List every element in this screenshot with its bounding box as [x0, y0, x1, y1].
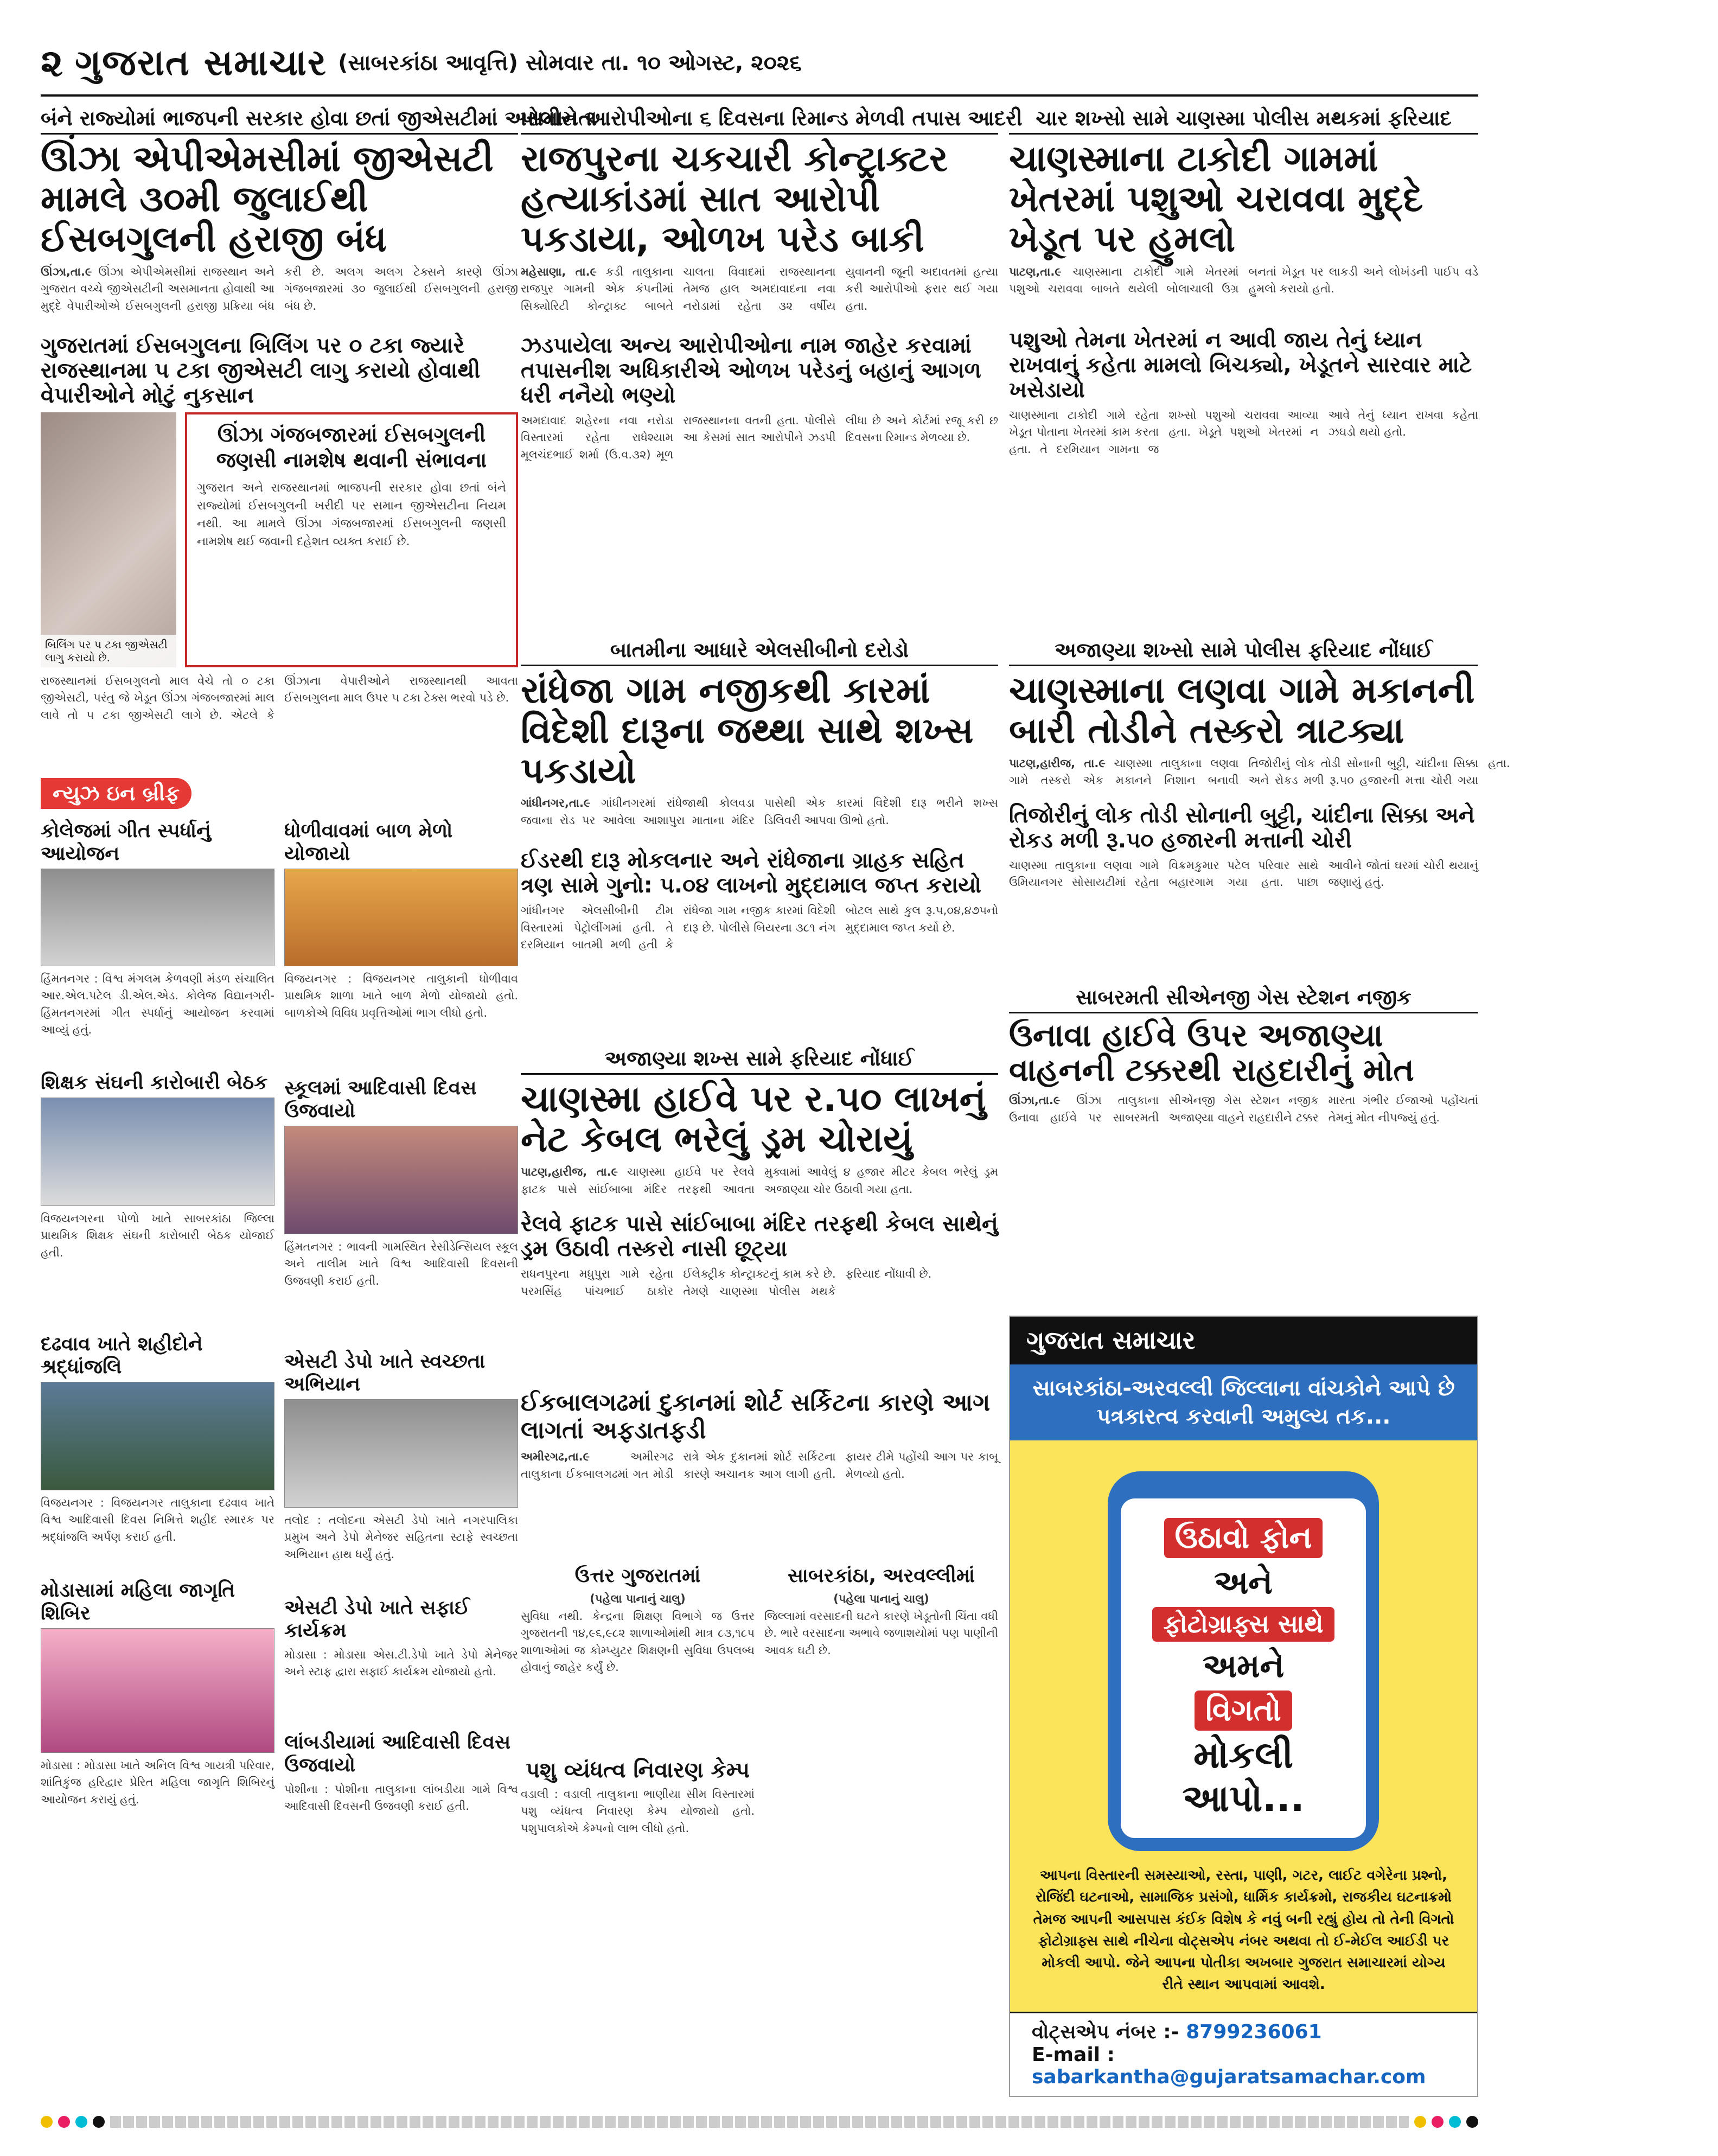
isabgul-photo [41, 412, 176, 667]
brief-photo [41, 1628, 274, 1753]
print-marks [41, 2116, 1478, 2129]
phone-line: વિગતો [1195, 1691, 1292, 1731]
continued-title: ઉત્તર ગુજરાતમાં [574, 1565, 701, 1587]
story6-text: ચાણસ્માના ટાકોદી ગામે ખેતરમાં પશુઓ ચરાવવા બાબતે થયેલી બોલાચાલી ઉગ્ર બનતાં ખેડૂત પર લાકડી અને લોખંડની પાઈપ વડે હુમલો કરાયો હતો. [1009, 265, 1478, 296]
brief-body: વિજયનગરના પોળો ખાતે સાબરકાંઠા જિલ્લા પ્રાથમિક શિક્ષક સંઘની કારોબારી બેઠક યોજાઈ હતી. [41, 1211, 274, 1259]
story3-body [521, 795, 998, 844]
story7-kicker [1009, 635, 1478, 666]
story8-kicker-text: સાબરમતી સીએનજી ગેસ સ્ટેશન નજીક [1076, 985, 1412, 1009]
story1-box [185, 412, 518, 667]
story7-kicker-text: અજાણ્યા શખ્સો સામે પોલીસ ફરિયાદ નોંધાઈ [1055, 637, 1433, 662]
registration-dot-cyan [75, 2116, 87, 2128]
story3-headline: રાંધેજા ગામ નજીકથી કારમાં વિદેશી દારૂના જથ્થા સાથે શખ્સ પકડાયો [521, 669, 974, 792]
story2-headline: રાજપુરના ચકચારી કોન્ટ્રાક્ટર હત્યાકાંડમાં સાત આરોપી પકડાયા, ઓળખ પરેડ બાકી [521, 138, 948, 260]
camp-body: વડાલી : વડાલી તાલુકાના ભાણીયા સીમ વિસ્તારમાં પશુ વ્યંધત્વ નિવારણ કેમ્પ યોજાયો હતો. પશુપાલકોએ કેમ્પનો લાભ લીધો હતો. [521, 1787, 755, 1835]
brief-body: મોડાસા : મોડાસા એસ.ટી.ડેપો ખાતે ડેપો મેનેજર અને સ્ટાફ દ્વારા સફાઈ કાર્યક્રમ યોજાયો હતો. [284, 1648, 518, 1679]
story2-body [521, 264, 998, 329]
ad-tagline: સાબરકાંઠા-અરવલ્લી જિલ્લાના વાંચકોને આપે છે પત્રકારત્વ કરવાની અમુલ્ય તક... [1010, 1364, 1477, 1440]
reporter-ad [1009, 1316, 1478, 2097]
column-middle [521, 103, 1023, 2156]
story3-kicker [521, 635, 998, 666]
story1-subhead: ગુજરાતમાં ઈસબગુલના બિલિંગ પર ૦ ટકા જ્યારે રાજસ્થાનમા ૫ ટકા જીએસટી લાગુ કરાયો હોવાથી વેપારીઓને મોટું નુકસાન [41, 333, 481, 408]
story5-headline: ઈકબાલગઢમાં દુકાનમાં શોર્ટ સર્કિટના કારણે આગ લાગતાં અફડાતફડી [521, 1389, 991, 1444]
box-title: ઊંઝા ગંજબજારમાં ઈસબગુલની જણસી નામશેષ થવાની સંભાવના [216, 422, 487, 473]
brief-body: પોશીના : પોશીના તાલુકાના લાંબડીયા ગામે વિશ્વ આદિવાસી દિવસની ઉજવણી કરાઈ હતી. [284, 1782, 518, 1813]
brief-title: ધોળીવાવમાં બાળ મેળો યોજાયો [284, 819, 453, 865]
ad-body: આપના વિસ્તારની સમસ્યાઓ, રસ્તા, પાણી, ગટર, લાઈટ વગેરેના પ્રશ્નો, રોજિંદી ઘટનાઓ, સામાજિક પ્રસંગો, ધાર્મિક કાર્યક્રમો, રાજકીય ઘટનાક્રમો તેમજ આપની આસપાસ કંઈક વિશેષ કે નવું બની રહ્યું હોય તો તેની વિગતો ફોટોગ્રાફ્સ સાથે નીચેના વોટ્સએપ નંબર અથવા તો ઈ-મેઈલ આઈડી પર મોકલી આપો. જેને આપના પોતીકા અખબાર ગુજરાત સમાચારમાં યોગ્ય રીતે સ્થાન આપવામાં આવશે. [1033, 1867, 1454, 1993]
story3-subhead: ઈડરથી દારૂ મોકલનાર અને રાંધેજાના ગ્રાહક સહિત ત્રણ સામે ગુનો: ૫.૦૪ લાખનો મુદ્દામાલ જપ્ત કરાયો [521, 848, 982, 898]
box-body: ગુજરાત અને રાજસ્થાનમાં ભાજપની સરકાર હોવા છતાં બંને રાજ્યોમાં ઈસબગુલની ખરીદી પર સમાન જીએસટીના નિયમ નથી. આ મામલે ઊંઝા ગંજબજારમાં ઈસબગુલની જણસી નામશેષ થઈ જવાની દહેશત વ્યક્ત કરાઈ છે. [197, 481, 506, 548]
story3-body2: ગાંધીનગર એલસીબીની ટીમ વિસ્તારમાં પેટ્રોલીંગમાં હતી. તે દરમિયાન બાતમી મળી હતી કે રાંધેજા ગામ નજીક કારમાં વિદેશી દારૂ છે. પોલીસે બિયરના ૩૮૧ નંગ બોટલ સાથે કુલ રૂ.૫,૦૪,૪૭૫નો મુદ્દામાલ જપ્ત કર્યો છે. [521, 904, 998, 952]
brief-body: મોડાસા : મોડાસા ખાતે અનિલ વિશ્વ ગાયત્રી પરિવાર, શાંતિકુંજ હરિદ્વાર પ્રેરિત મહિલા જાગૃતિ શિબિરનું આયોજન કરાયું હતું. [41, 1758, 274, 1806]
story4-dateline: પાટણ,હારીજ, તા.૯ [521, 1165, 618, 1179]
brief-title: મોડાસામાં મહિલા જાગૃતિ શિબિર [41, 1579, 235, 1624]
email-label: E-mail : [1032, 2044, 1115, 2066]
whatsapp-number[interactable]: 8799236061 [1186, 2021, 1322, 2043]
story6-kicker [1009, 103, 1478, 135]
story3-text: ગાંધીનગરમાં રાંધેજાથી કોલવડા જવાના રોડ પર આવેલા આશાપુરા માતાના મંદિર પાસેથી એક કારમાં વિદેશી દારૂ ભરીને શખ્સ ડિલિવરી આપવા ઊભો હતો. [521, 796, 998, 827]
story6-body2: ચાણસ્માના ટાકોદી ગામે રહેતા ખેડૂત પોતાના ખેતરમાં કામ કરતા હતા. તે દરમિયાન ગામના જ શખ્સો પશુઓ ચરાવવા આવ્યા હતા. ખેડૂતે પશુઓ ખેતરમાં ન આવે તેનું ધ્યાન રાખવા કહેતા ઝઘડો થયો હતો. [1009, 408, 1478, 456]
brief-title: શિક્ષક સંઘની કારોબારી બેઠક [41, 1071, 268, 1094]
story7-body2: ચાણસ્મા તાલુકાના લણવા ગામે ઉમિયાનગર સોસાયટીમાં રહેતા વિક્રમકુમાર પટેલ પરિવાર સાથે બહારગામ ગયા હતા. પાછા આવીને જોતાં ઘરમાં ચોરી થયાનું જણાયું હતું. [1009, 858, 1478, 889]
brief-photo [41, 1382, 274, 1490]
story2-dateline: મહેસાણા, તા.૯ [521, 265, 597, 278]
photo-caption: બિલિંગ પર ૫ ટકા જીએસટી લાગુ કરાયો છે. [41, 635, 176, 667]
phone-illustration [1108, 1471, 1379, 1851]
story2-kicker: પોલીસે આરોપીઓના ૬ દિવસના રિમાન્ડ મેળવી તપાસ આદરી [521, 103, 998, 135]
story1-body2: રાજસ્થાનમાં ઈસબગુલનો માલ વેચે તો ૦ ટકા જીએસટી, પરંતુ જે ખેડૂત ઊંઝા ગંજબજારમાં માલ લાવે તો ૫ ટકા જીએસટી લાગે છે. એટલે કે ઊંઝાના વેપારીઓને રાજસ્થાનથી આવતા ઈસબગુલના માલ ઉપર ૫ ટકા ટેક્સ ભરવો પડે છે. [41, 674, 518, 722]
story4-body [521, 1164, 998, 1207]
brief-body: હિંમતનગર : ભાવની ગામસ્થિત રેસીડેન્સિયલ સ્કૂલ અને તાલીમ ખાતે વિશ્વ આદિવાસી દિવસની ઉજવણી કરાઈ હતી. [284, 1240, 518, 1287]
brief-photo [284, 1126, 518, 1234]
story2-text: કડી તાલુકાના રાજપુર ગામની એક કંપનીમાં સિક્યોરિટી કોન્ટ્રાક્ટ બાબતે ચાલતા વિવાદમાં રાજસ્થાનના તેમજ હાલ અમદાવાદના નવા નરોડામાં રહેતા ૩૨ વર્ષીય યુવાનની જૂની અદાવતમાં હત્યા કરી આરોપીઓ ફરાર થઈ ગયા હતા. [521, 265, 998, 312]
story6-body [1009, 264, 1478, 323]
continued-sub: (પહેલા પાનાનું ચાલુ) [590, 1592, 686, 1606]
continued-story [764, 1561, 998, 1916]
ad-contact [1010, 2012, 1477, 2096]
phone-line: અને [1214, 1564, 1273, 1602]
story4-kicker [521, 1043, 998, 1075]
phone-line: ફોટોગ્રાફ્સ સાથે [1152, 1607, 1334, 1642]
continued-body: સુવિધા નથી. કેન્દ્રના શિક્ષણ વિભાગે જ ઉત્તર ગુજરાતની ૧૪,૯૬,૯૮૨ શાળાઓમાંથી માત્ર ૮૩,૧૮૫ શાળાઓમાં જ કોમ્પ્યુટર શિક્ષણની સુવિધા ઉપલબ્ધ હોવાનું જાહેર કર્યું છે. [521, 1609, 755, 1674]
story4-subhead: રેલવે ફાટક પાસે સાંઈબાબા મંદિર તરફથી કેબલ સાથેનું ડ્રમ ઉઠાવી તસ્કરો નાસી છૂટ્યા [521, 1211, 998, 1262]
brief-body: હિંમતનગર : વિશ્વ મંગલમ કેળવણી મંડળ સંચાલિત આર.એલ.પટેલ ડી.એલ.એડ. કોલેજ વિદ્યાનગરી-હિંમતનગરમાં ગીત સ્પર્ધાનું આયોજન કરવામાં આવ્યું હતું. [41, 972, 274, 1037]
brief-body: વિજયનગર : વિજયનગર તાલુકાની ધોળીવાવ પ્રાથમિક શાળા ખાતે બાળ મેળો યોજાયો હતો. બાળકોએ વિવિધ પ્રવૃત્તિઓમાં ભાગ લીધો હતો. [284, 972, 518, 1019]
story4-text: ચાણસ્મા હાઈવે પર રેલવે ફાટક પાસે સાંઈબાબા મંદિર તરફથી આવતા મુક્વામાં આવેલું ૪ હજાર મીટર કેબલ ભરેલું ડ્રમ અજાણ્યા ચોર ઉઠાવી ગયા હતા. [521, 1165, 998, 1196]
continued-body: જિલ્લામાં વરસાદની ઘટને કારણે ખેડૂતોની ચિંતા વધી છે. ભારે વરસાદના અભાવે જળાશયોમાં પણ પાણીની આવક ઘટી છે. [764, 1609, 998, 1657]
brand-logo: ગુજરાત સમાચાર [75, 41, 328, 84]
registration-dot-black [93, 2116, 105, 2128]
continued-story [521, 1561, 755, 1916]
story1-kicker: બંને રાજ્યોમાં ભાજપની સરકાર હોવા છતાં જીએસટીમાં અસમાનતા [41, 103, 518, 135]
whatsapp-line [1032, 2021, 1455, 2044]
story4-headline: ચાણસ્મા હાઈવે પર ર.૫૦ લાખનું નેટ કેબલ ભરેલું ડ્રમ ચોરાયું [521, 1078, 986, 1160]
registration-dot-yellow [1414, 2116, 1426, 2128]
phone-line: અમને [1202, 1647, 1285, 1685]
story1-dateline: ઊંઝા,તા.૯ [41, 265, 92, 278]
print-bar [110, 2116, 1409, 2128]
brief-photo [41, 869, 274, 966]
brief-photo [284, 869, 518, 966]
brief-item [284, 817, 518, 1862]
whatsapp-label: વોટ્સએપ નંબર :- [1032, 2021, 1179, 2043]
registration-dot-black [1466, 2116, 1478, 2128]
phone-screen [1121, 1498, 1366, 1838]
story7-dateline: પાટણ,હારીજ, તા.૯ [1009, 756, 1106, 770]
story3-kicker-text: બાતમીના આધારે એલસીબીનો દરોડો [610, 637, 909, 662]
masthead [41, 31, 1478, 97]
email-line [1032, 2044, 1455, 2088]
story6-dateline: પાટણ,તા.૯ [1009, 265, 1062, 278]
story1-headline: ઊંઝા એપીએમસીમાં જીએસટી મામલે ૩૦મી જુલાઈથી ઈસબગુલની હરાજી બંધ [41, 138, 494, 260]
story7-subhead: તિજોરીનું લોક તોડી સોનાની બુટ્ટી, ચાંદીના સિક્કા અને રોકડ મળી રૂ.૫૦ હજારની મત્તાની ચોરી [1009, 802, 1475, 853]
brief-item [41, 817, 274, 1862]
registration-dot-cyan [1449, 2116, 1461, 2128]
brief-photo [284, 1399, 518, 1508]
story3-dateline: ગાંધીનગર,તા.૯ [521, 796, 591, 810]
brief-title: કોલેજમાં ગીત સ્પર્ધાનું આયોજન [41, 819, 211, 865]
story8-dateline: ઊંઝા,તા.૯ [1009, 1094, 1061, 1107]
phone-line: મોકલી આપો... [1182, 1734, 1305, 1820]
story5-dateline: અમીરગઢ,તા.૯ [521, 1450, 590, 1464]
story1-text: ઊંઝા એપીએમસીમાં રાજસ્થાન અને ગુજરાત વચ્ચે જીએસટીની અસમાનતા હોવાથી આ મુદ્દે વેપારીઓએ ઈસબગુલની હરાજી પ્રક્રિયા બંધ કરી છે. અલગ અલગ ટેક્સને કારણે ઊંઝા ગંજબજારમાં ૩૦ જુલાઈથી ઈસબગુલની હરાજી બંધ છે. [41, 265, 518, 312]
story5-body [521, 1449, 998, 1557]
story8-headline: ઉનાવા હાઈવે ઉપર અજાણ્યા વાહનની ટક્કરથી રાહદારીનું મોત [1009, 1016, 1414, 1089]
registration-dot-magenta [1432, 2116, 1444, 2128]
story1-body [41, 264, 518, 329]
brief-body: વિજયનગર : વિજયનગર તાલુકાના દઢવાવ ખાતે વિશ્વ આદિવાસી દિવસ નિમિત્તે શહીદ સ્મારક પર શ્રદ્ધાંજલિ અર્પણ કરાઈ હતી. [41, 1496, 274, 1543]
continued-title: સાબરકાંઠા, અરવલ્લીમાં [787, 1565, 975, 1587]
page-number: ૨ [41, 40, 63, 85]
phone-line: ઉઠાવો ફોન [1164, 1518, 1323, 1558]
brief-title: દઢવાવ ખાતે શહીદોને શ્રદ્ધાંજલિ [41, 1332, 203, 1378]
story5-text: અમીરગઢ તાલુકાના ઈકબાલગઢમાં ગત મોડી રાત્રે એક દુકાનમાં શોર્ટ સર્કિટના કારણે અચાનક આગ લાગી હતી. ફાયર ટીમે પહોંચી આગ પર કાબૂ મેળવ્યો હતો. [521, 1450, 998, 1481]
brief-title: સ્કૂલમાં આદિવાસી દિવસ ઉજવાયો [284, 1076, 477, 1122]
news-brief-section [41, 778, 518, 809]
brief-body: તલોદ : તલોદના એસટી ડેપો ખાતે નગરપાલિકા પ્રમુખ અને ડેપો મેનેજર સહિતના સ્ટાફે સ્વચ્છતા અભિયાન હાથ ધર્યું હતું. [284, 1513, 518, 1561]
story6-headline: ચાણસ્માના ટાકોદી ગામમાં ખેતરમાં પશુઓ ચરાવવા મુદ્દે ખેડૂત પર હુમલો [1009, 138, 1423, 260]
story6-kicker-text: ચાર શખ્સો સામે ચાણસ્મા પોલીસ મથકમાં ફરિયાદ [1036, 106, 1452, 130]
story7-body [1009, 755, 1510, 799]
story8-body [1009, 1092, 1478, 1228]
email-link[interactable]: sabarkantha@gujaratsamachar.com [1032, 2066, 1426, 2088]
story7-text: ચાણસ્મા તાલુકાના લણવા ગામે તસ્કરો એક મકાનને નિશાન બનાવી તિજોરીનું લોક તોડી સોનાની બુટ્ટી, ચાંદીના સિક્કા અને રોકડ મળી રૂ.૫૦ હજારની મત્તા ચોરી ગયા હતા. [1009, 756, 1510, 787]
story4-kicker-text: અજાણ્યા શખ્સ સામે ફરિયાદ નોંધાઈ [605, 1047, 914, 1071]
brief-title: એસટી ડેપો ખાતે સફાઈ કાર્યક્રમ [284, 1596, 470, 1642]
registration-dot-magenta [58, 2116, 70, 2128]
news-brief-tag: ન્યુઝ ઇન બ્રીફ [41, 778, 191, 809]
story2-subhead: ઝડપાયેલા અન્ય આરોપીઓના નામ જાહેર કરવામાં તપાસનીશ અધિકારીએ ઓળખ પરેડનું બહાનું આગળ ધરી નનૈયો ભણ્યો [521, 333, 981, 408]
story7-headline: ચાણસ્માના લણવા ગામે મકાનની બારી તોડીને તસ્કરો ત્રાટક્યા [1009, 669, 1475, 751]
continued-sub: (પહેલા પાનાનું ચાલુ) [833, 1592, 929, 1606]
brief-title: એસટી ડેપો ખાતે સ્વચ્છતા અભિયાન [284, 1350, 486, 1395]
story8-kicker [1009, 982, 1478, 1013]
edition-date: (સાબરકાંઠા આવૃત્તિ) સોમવાર તા. ૧૦ ઓગસ્ટ, ૨૦૨૬ [338, 50, 802, 75]
registration-dot-yellow [41, 2116, 53, 2128]
brief-title: લાંબડીયામાં આદિવાસી દિવસ ઉજવાયો [284, 1731, 511, 1776]
story8-text: ઊંઝા તાલુકાના ઉનાવા હાઈવે પર સાબરમતી સીએનજી ગેસ સ્ટેશન નજીક અજાણ્યા વાહને રાહદારીને ટક્કર મારતા ગંભીર ઈજાઓ પહોંચતાં તેમનું મોત નીપજ્યું હતું. [1009, 1094, 1478, 1124]
story6-subhead: પશુઓ તેમના ખેતરમાં ન આવી જાય તેનું ધ્યાન રાખવાનું કહેતા મામલો બિચક્યો, ખેડૂતને સારવાર માટે ખસેડાયો [1009, 327, 1472, 403]
story4-body2: રાધનપુરના મધુપુરા ગામે રહેતા પરમસિંહ પાંચભાઈ ઠાકોર ઈલેક્ટ્રીક કોન્ટ્રાક્ટનું કામ કરે છે. તેમણે ચાણસ્મા પોલીસ મથકે ફરિયાદ નોંધાવી છે. [521, 1267, 932, 1298]
camp-title: પશુ વ્યંધત્વ નિવારણ કેમ્પ [526, 1757, 750, 1783]
brief-photo [41, 1098, 274, 1206]
ad-brand: ગુજરાત સમાચાર [1010, 1317, 1477, 1364]
story2-body2: અમદાવાદ શહેરના નવા નરોડા વિસ્તારમાં રહેતા રાધેશ્યામ મૂલચંદભાઈ શર્મા (ઉ.વ.૩૨) મૂળ રાજસ્થાનના વતની હતા. પોલીસે આ કેસમાં સાત આરોપીને ઝડપી લીધા છે અને કોર્ટમાં રજૂ કરી છ દિવસના રિમાન્ડ મેળવ્યા છે. [521, 413, 998, 461]
